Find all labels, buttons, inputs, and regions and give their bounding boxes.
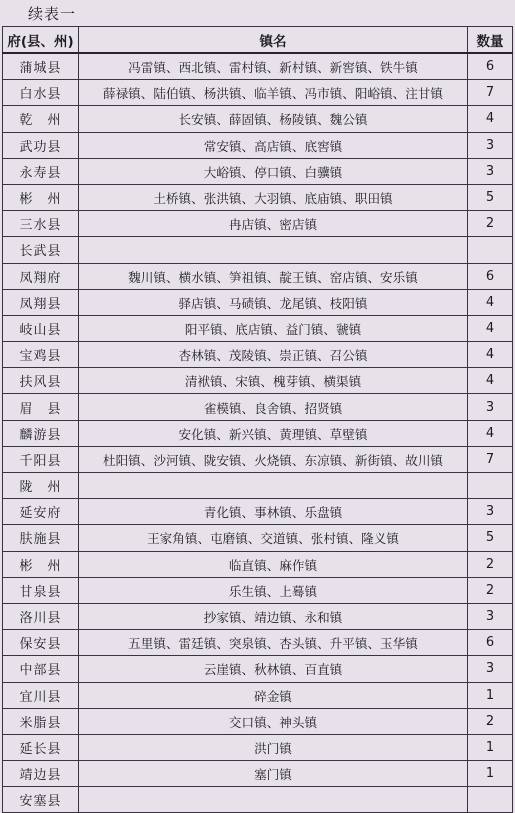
cell-towns: 王家角镇、屯磨镇、交道镇、张村镇、隆义镇 [79,525,468,551]
table-row [3,525,513,551]
cell-count: 2 [468,211,513,237]
cell-towns: 大峪镇、停口镇、白骥镇 [79,158,468,184]
cell-towns: 五里镇、雷廷镇、突泉镇、杏头镇、升平镇、玉华镇 [79,630,468,656]
cell-count: 1 [468,734,513,760]
table-row [3,315,513,341]
cell-prefecture: 凤翔府 [3,263,79,289]
cell-prefecture: 肤施县 [3,525,79,551]
cell-towns: 抄家镇、靖边镇、永和镇 [79,603,468,629]
table-continuation-caption: 续表一 [28,5,77,23]
cell-count: 4 [468,368,513,394]
header-prefecture: 府(县、州) [3,27,79,54]
cell-prefecture: 彬 州 [3,184,79,210]
cell-prefecture: 凤翔县 [3,289,79,315]
table-row [3,420,513,446]
table-row [3,106,513,132]
cell-towns: 临直镇、麻作镇 [79,551,468,577]
cell-count: 4 [468,420,513,446]
cell-towns: 杏林镇、茂陵镇、崇正镇、召公镇 [79,342,468,368]
cell-prefecture: 中部县 [3,656,79,682]
cell-towns: 驿店镇、马碛镇、龙尾镇、枝阳镇 [79,289,468,315]
cell-count: 7 [468,80,513,106]
cell-towns: 乐生镇、上蓦镇 [79,577,468,603]
cell-count: 1 [468,761,513,787]
table-row [3,80,513,106]
cell-count: 7 [468,446,513,472]
cell-prefecture: 靖边县 [3,761,79,787]
table-row [3,158,513,184]
cell-prefecture: 武功县 [3,132,79,158]
cell-count: 3 [468,656,513,682]
table-row [3,603,513,629]
cell-prefecture: 安塞县 [3,787,79,813]
cell-count: 6 [468,53,513,80]
cell-count [468,237,513,263]
cell-towns: 魏川镇、横水镇、笋祖镇、靛王镇、窑店镇、安乐镇 [79,263,468,289]
cell-towns: 杜阳镇、沙河镇、陇安镇、火烧镇、东凉镇、新街镇、故川镇 [79,446,468,472]
cell-count: 4 [468,315,513,341]
cell-prefecture: 蒲城县 [3,53,79,80]
towns-table [2,26,513,813]
cell-towns: 冯雷镇、西北镇、雷村镇、新村镇、新窖镇、铁牛镇 [79,53,468,80]
table-row [3,577,513,603]
table-row [3,53,513,80]
cell-count: 2 [468,577,513,603]
cell-prefecture: 洛川县 [3,603,79,629]
table-row [3,394,513,420]
table-row [3,132,513,158]
cell-prefecture: 三水县 [3,211,79,237]
table-row [3,682,513,708]
cell-prefecture: 延安府 [3,499,79,525]
cell-count: 5 [468,184,513,210]
cell-count: 3 [468,394,513,420]
cell-count: 4 [468,342,513,368]
cell-prefecture: 陇 州 [3,473,79,499]
cell-towns: 土桥镇、张洪镇、大羽镇、底庙镇、职田镇 [79,184,468,210]
cell-prefecture: 麟游县 [3,420,79,446]
cell-prefecture: 长武县 [3,237,79,263]
cell-count: 3 [468,499,513,525]
table-row [3,289,513,315]
cell-towns: 碎金镇 [79,682,468,708]
cell-count: 3 [468,603,513,629]
cell-count: 5 [468,525,513,551]
cell-towns [79,473,468,499]
table-row [3,446,513,472]
cell-prefecture: 宝鸡县 [3,342,79,368]
cell-towns: 冉店镇、密店镇 [79,211,468,237]
cell-prefecture: 彬 州 [3,551,79,577]
cell-count [468,473,513,499]
table-row [3,761,513,787]
table-header-row [3,27,513,54]
cell-towns: 洪门镇 [79,734,468,760]
table-row [3,734,513,760]
cell-prefecture: 米脂县 [3,708,79,734]
cell-count: 6 [468,263,513,289]
cell-count: 2 [468,551,513,577]
table-row [3,473,513,499]
cell-towns: 雀模镇、良舍镇、招贤镇 [79,394,468,420]
cell-towns [79,237,468,263]
table-row [3,551,513,577]
cell-towns: 塞门镇 [79,761,468,787]
cell-towns: 清袱镇、宋镇、槐芽镇、横渠镇 [79,368,468,394]
cell-towns: 安化镇、新兴镇、黄理镇、草壁镇 [79,420,468,446]
cell-towns: 云崖镇、秋林镇、百直镇 [79,656,468,682]
cell-prefecture: 永寿县 [3,158,79,184]
cell-count: 3 [468,158,513,184]
cell-prefecture: 岐山县 [3,315,79,341]
cell-count: 3 [468,132,513,158]
table-row [3,630,513,656]
cell-towns: 青化镇、事林镇、乐盘镇 [79,499,468,525]
table-row [3,368,513,394]
cell-count: 1 [468,682,513,708]
cell-count: 6 [468,630,513,656]
cell-prefecture: 甘泉县 [3,577,79,603]
cell-prefecture: 眉 县 [3,394,79,420]
cell-prefecture: 千阳县 [3,446,79,472]
header-towns: 镇名 [79,27,468,54]
table-row [3,211,513,237]
table-row [3,656,513,682]
cell-prefecture: 扶风县 [3,368,79,394]
header-count: 数量 [468,27,513,54]
cell-towns: 交口镇、神头镇 [79,708,468,734]
table-row [3,237,513,263]
cell-towns: 长安镇、薛固镇、杨陵镇、魏公镇 [79,106,468,132]
table-row [3,263,513,289]
cell-prefecture: 乾 州 [3,106,79,132]
table-body [3,53,513,813]
table-row [3,708,513,734]
table-row [3,499,513,525]
cell-prefecture: 宜川县 [3,682,79,708]
table-row [3,184,513,210]
cell-towns: 常安镇、高店镇、底窖镇 [79,132,468,158]
table-row [3,342,513,368]
cell-towns: 阳平镇、底店镇、益门镇、虢镇 [79,315,468,341]
cell-count: 2 [468,708,513,734]
cell-towns: 薛禄镇、陆伯镇、杨洪镇、临羊镇、冯市镇、阳峪镇、注甘镇 [79,80,468,106]
cell-count: 4 [468,106,513,132]
cell-count: 4 [468,289,513,315]
cell-prefecture: 保安县 [3,630,79,656]
cell-prefecture: 延长县 [3,734,79,760]
cell-prefecture: 白水县 [3,80,79,106]
